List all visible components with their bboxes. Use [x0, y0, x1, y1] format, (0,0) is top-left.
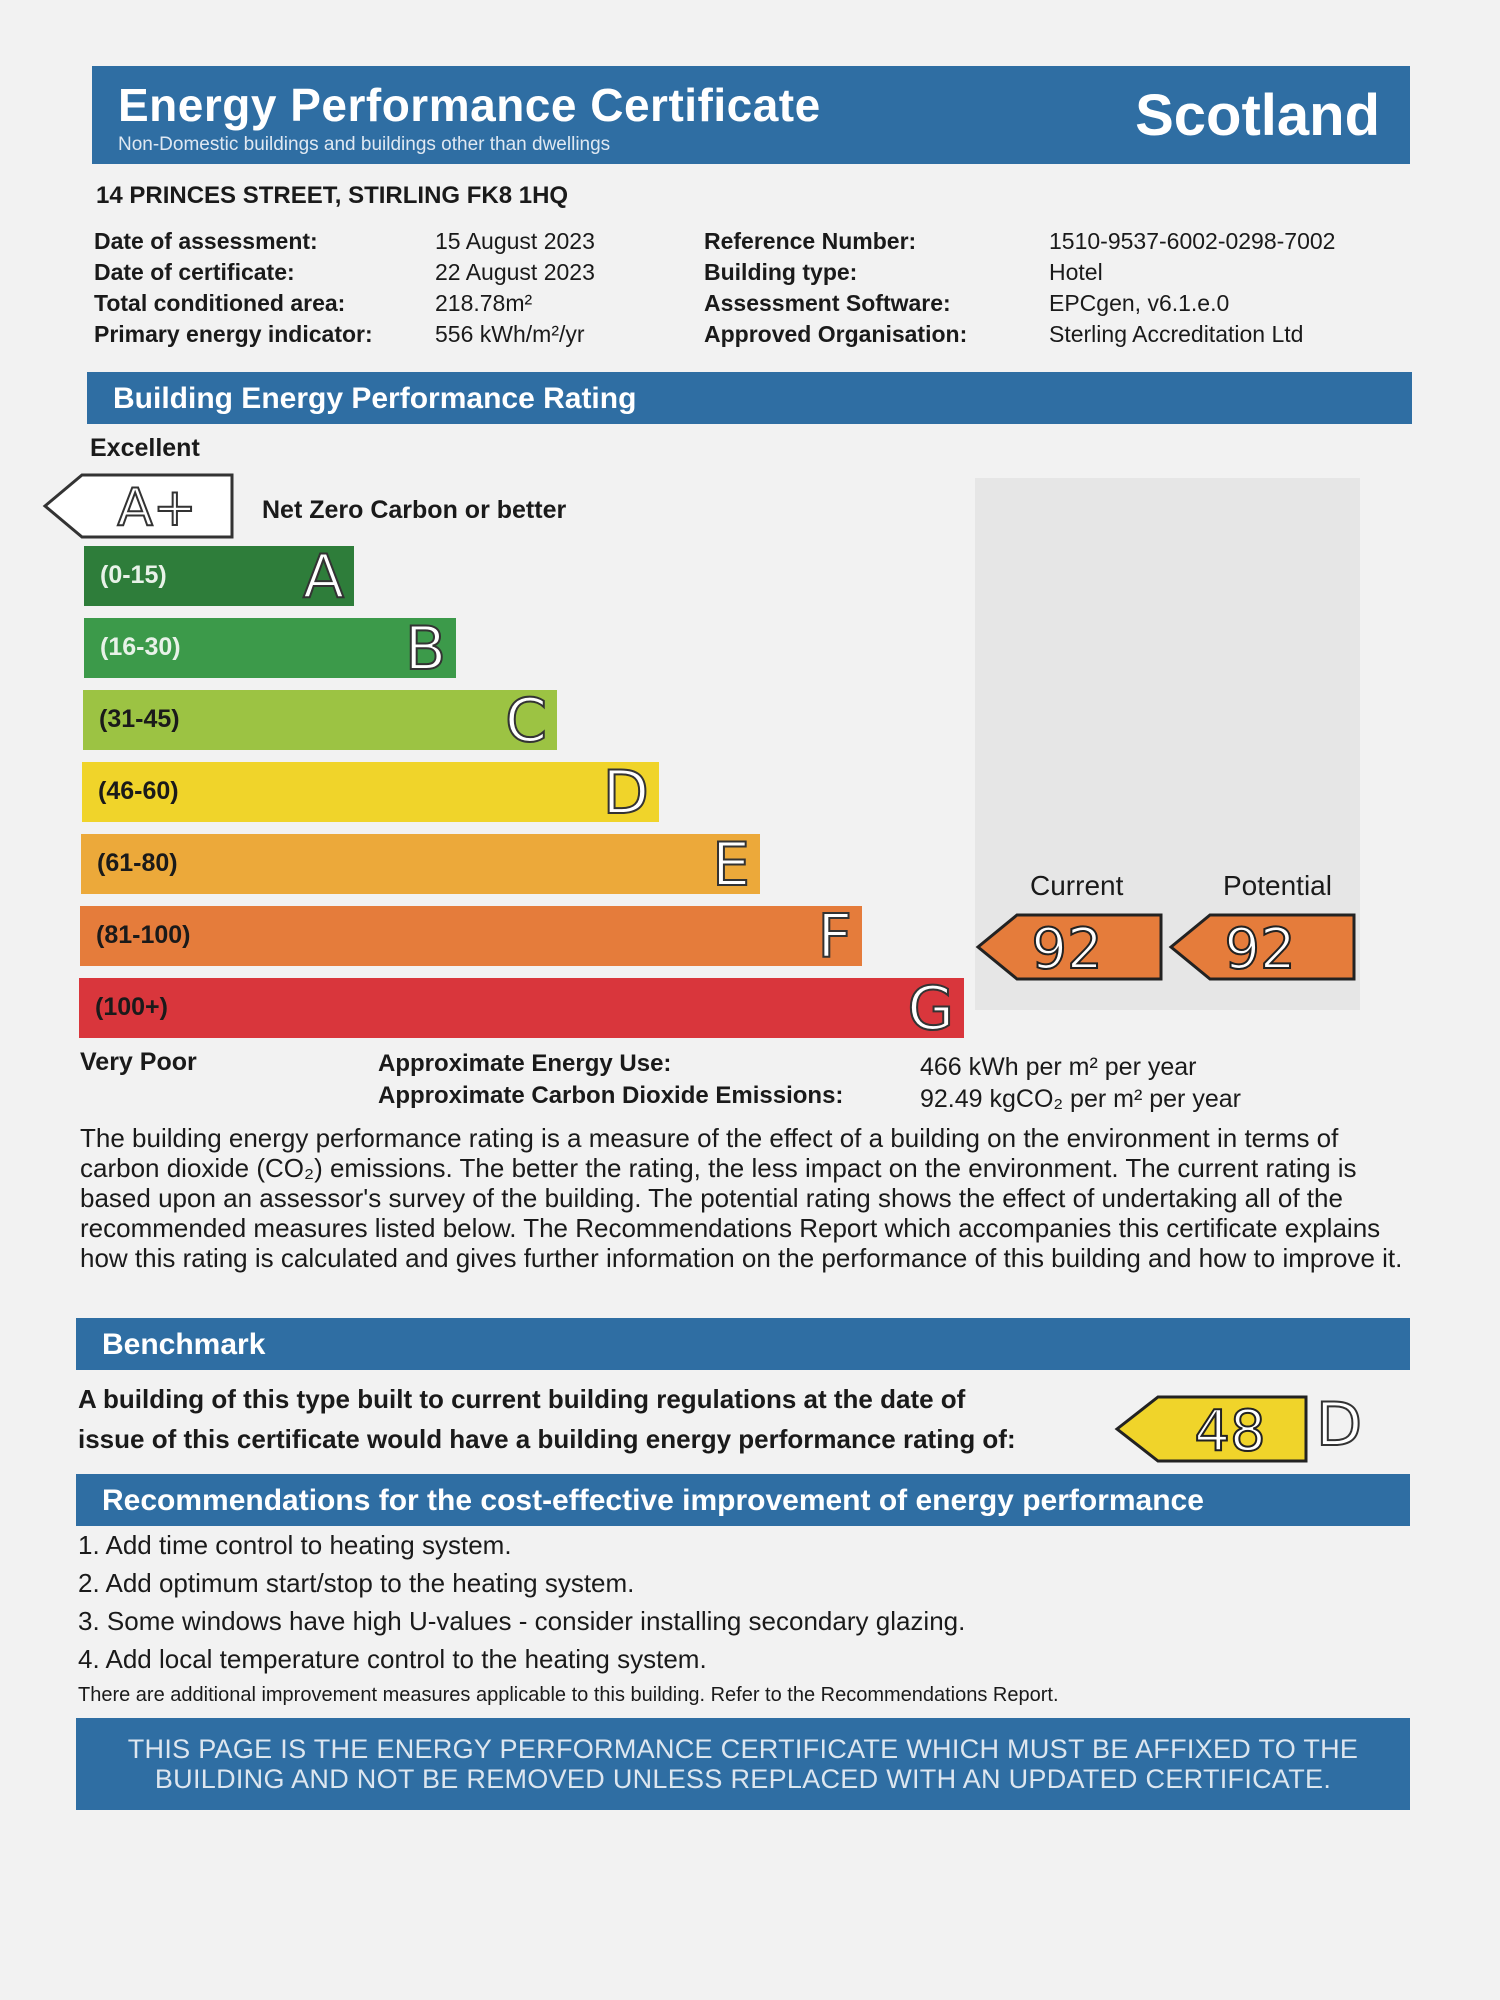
detail-label: Assessment Software: — [704, 290, 951, 316]
current-rating-value: 92 — [1031, 917, 1103, 982]
detail-value: 218.78m² — [435, 290, 533, 316]
recommendation-item: 4. Add local temperature control to the heating system. — [78, 1644, 707, 1674]
rating-band-g — [79, 974, 964, 1044]
recommendations-note: There are additional improvement measures applicable to this building. Refer to the Recommendations Report. — [78, 1684, 1059, 1706]
band-range: (16-30) — [100, 633, 181, 661]
current-rating-arrow — [975, 912, 1165, 982]
benchmark-letter: D — [1316, 1390, 1363, 1460]
detail-label: Approved Organisation: — [704, 321, 968, 347]
detail-value: Hotel — [1049, 259, 1103, 285]
detail-label: Reference Number: — [704, 228, 917, 254]
rating-band-e — [81, 830, 760, 900]
detail-value: Sterling Accreditation Ltd — [1049, 321, 1304, 347]
potential-rating-value: 92 — [1224, 917, 1296, 982]
detail-label: Total conditioned area: — [94, 290, 346, 316]
band-letter: G — [907, 974, 954, 1044]
rating-description: The building energy performance rating is a measure of the effect of a building on the environment in terms of carbon dioxide (CO₂) emissions. The better the rating, the less impact on the environment. The current rating is based upon an assessor's survey of the building. The potential rating shows the effect of undertaking all of the recommended measures listed below. The Recommendations Report which accompanies this certificate explains how this rating is calculated and gives further information on the performance of this building and how to improve it. — [80, 1123, 1403, 1273]
band-letter: B — [404, 614, 446, 684]
detail-value: 556 kWh/m²/yr — [435, 321, 585, 347]
benchmark-rating-arrow — [1114, 1394, 1310, 1464]
band-letter: F — [817, 902, 852, 972]
band-range: (46-60) — [98, 777, 179, 805]
header-banner — [92, 66, 1410, 164]
rating-band-b — [84, 614, 456, 684]
footer-line-2: BUILDING AND NOT BE REMOVED UNLESS REPLACED WITH AN UPDATED CERTIFICATE. — [154, 1764, 1332, 1794]
band-range: (81-100) — [96, 921, 191, 949]
co2-value: 92.49 kgCO₂ per m² per year — [920, 1085, 1241, 1113]
certificate-subtitle: Non-Domestic buildings and buildings other than dwellings — [118, 134, 611, 155]
band-letter: E — [712, 830, 750, 900]
benchmark-rating-value: 48 — [1194, 1399, 1266, 1464]
recommendation-item: 2. Add optimum start/stop to the heating system. — [78, 1568, 635, 1598]
potential-label: Potential — [1223, 870, 1332, 901]
potential-rating-arrow — [1168, 912, 1358, 982]
band-range: (31-45) — [99, 705, 180, 733]
benchmark-line-2: issue of this certificate would have a building energy performance rating of: — [78, 1424, 1016, 1454]
band-letter: D — [602, 758, 649, 828]
rating-band-c — [83, 686, 557, 756]
excellent-label: Excellent — [90, 434, 200, 462]
rating-band-f — [80, 902, 862, 972]
net-zero-label: Net Zero Carbon or better — [262, 496, 567, 524]
detail-value: 1510-9537-6002-0298-7002 — [1049, 228, 1336, 254]
band-letter: A — [302, 542, 344, 612]
current-label: Current — [1030, 870, 1124, 901]
recommendation-item: 1. Add time control to heating system. — [78, 1530, 512, 1560]
co2-label: Approximate Carbon Dioxide Emissions: — [378, 1082, 844, 1109]
band-range: (100+) — [95, 993, 168, 1021]
benchmark-line-1: A building of this type built to current building regulations at the date of — [78, 1384, 966, 1414]
very-poor-label: Very Poor — [80, 1048, 197, 1076]
recommendation-item: 3. Some windows have high U-values - consider installing secondary glazing. — [78, 1606, 966, 1636]
band-range: (0-15) — [100, 561, 167, 589]
benchmark-title: Benchmark — [102, 1328, 266, 1361]
certificate-title: Energy Performance Certificate — [118, 79, 821, 131]
band-range: (61-80) — [97, 849, 178, 877]
recommendations-header — [76, 1474, 1410, 1526]
a-plus-arrow — [42, 472, 237, 540]
footer-line-1: THIS PAGE IS THE ENERGY PERFORMANCE CERTIFICATE WHICH MUST BE AFFIXED TO THE — [127, 1734, 1359, 1764]
recommendations-title: Recommendations for the cost-effective improvement of energy performance — [102, 1484, 1204, 1517]
detail-label: Date of assessment: — [94, 228, 318, 254]
rating-band-a — [84, 542, 354, 612]
rating-band-d — [82, 758, 659, 828]
property-address: 14 PRINCES STREET, STIRLING FK8 1HQ — [96, 182, 569, 209]
energy-use-value: 466 kWh per m² per year — [920, 1053, 1197, 1081]
detail-label: Building type: — [704, 259, 858, 285]
rating-section-title: Building Energy Performance Rating — [113, 382, 637, 415]
detail-label: Date of certificate: — [94, 259, 295, 285]
detail-value: 22 August 2023 — [435, 259, 595, 285]
country-label: Scotland — [1135, 83, 1380, 148]
rating-section-header — [87, 372, 1412, 424]
detail-label: Primary energy indicator: — [94, 321, 373, 347]
band-letter: C — [505, 686, 547, 756]
detail-value: 15 August 2023 — [435, 228, 595, 254]
energy-use-label: Approximate Energy Use: — [378, 1050, 672, 1077]
benchmark-header — [76, 1318, 1410, 1370]
a-plus-letter: A+ — [117, 478, 197, 538]
detail-value: EPCgen, v6.1.e.0 — [1049, 290, 1230, 316]
footer-banner — [76, 1718, 1410, 1810]
